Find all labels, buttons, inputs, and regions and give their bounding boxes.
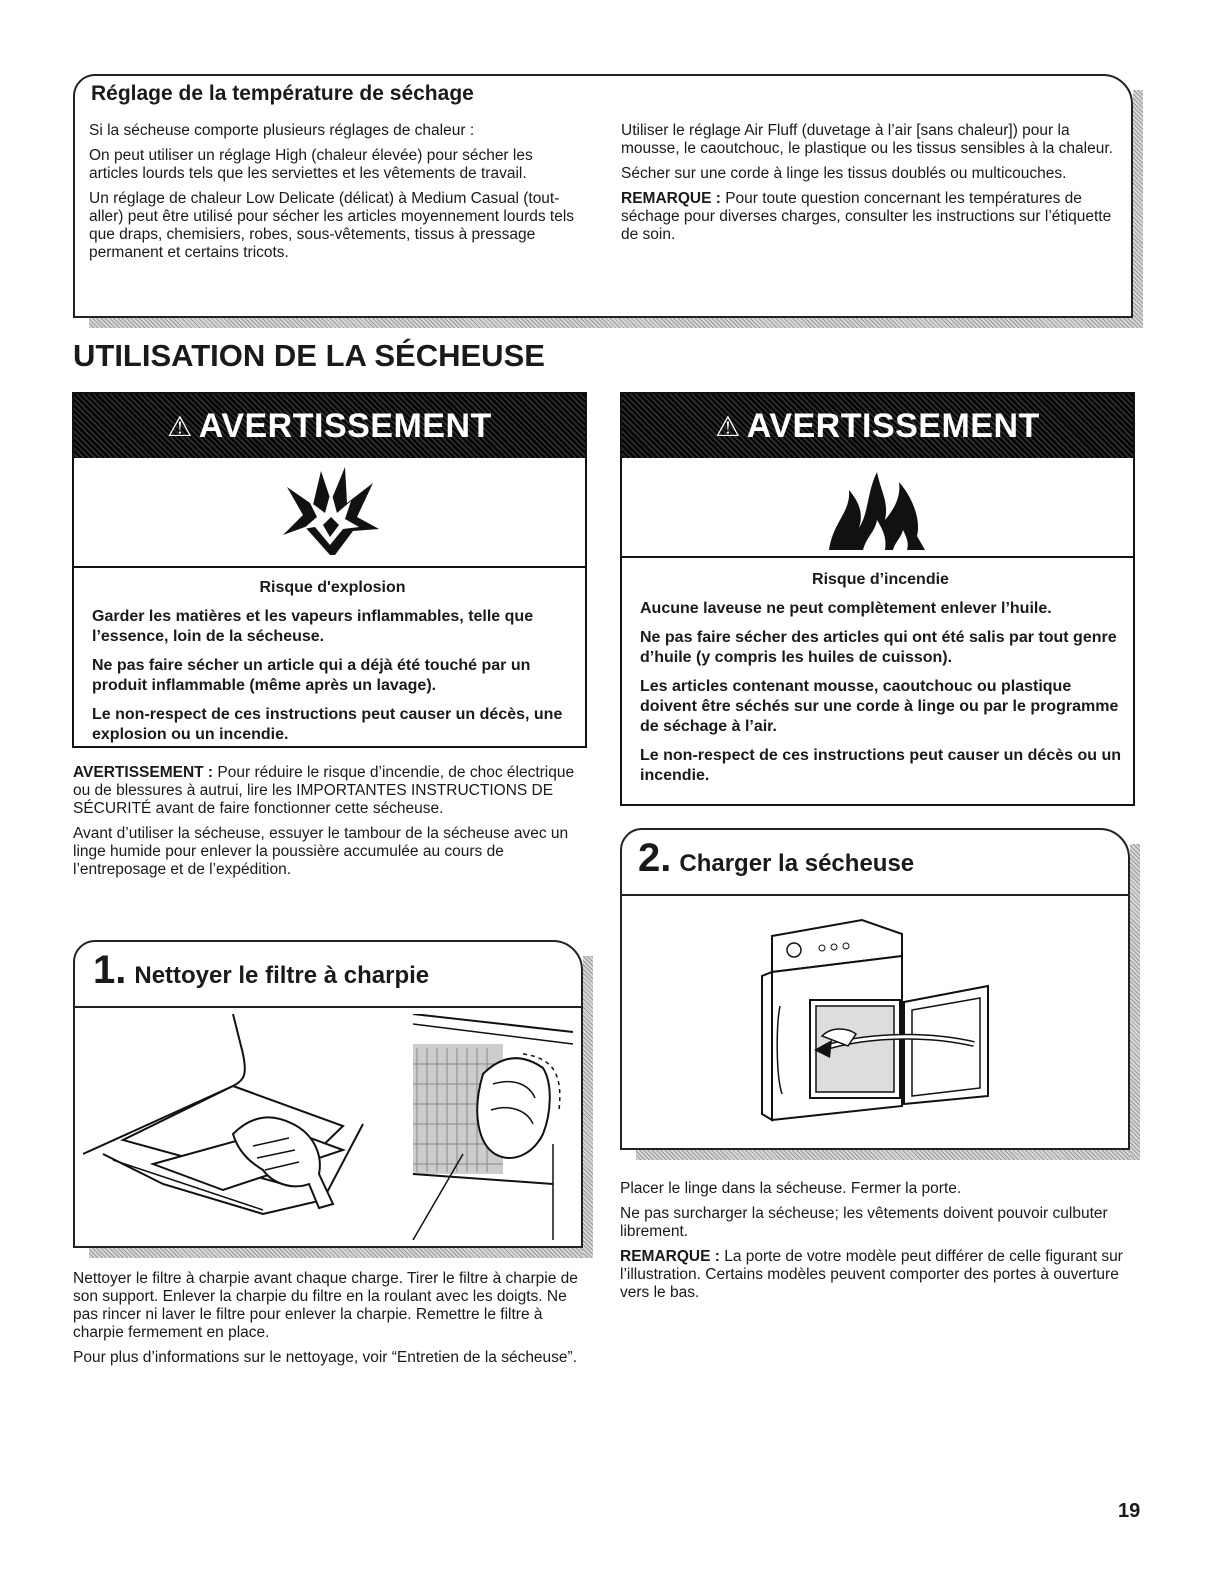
note-label: REMARQUE : [620,1248,720,1265]
step1-para: Pour plus d’informations sur le nettoyage, voir “Entretien de la sécheuse”. [73,1349,578,1366]
step2-note [620,1248,1125,1302]
step1-divider [75,1006,581,1008]
temperature-section [73,74,1133,318]
fire-icon-area [622,458,1133,558]
temperature-right-para: Sécher sur une corde à linge les tissus doublés ou multicouches. [621,165,1067,182]
fire-warning-box [620,392,1135,806]
lint-filter-illustration [83,1014,573,1240]
warning-body [622,558,1133,803]
intro-warning [73,764,583,818]
note-text: La porte de votre modèle peut différer de celle figurant sur l’illustration. Certains modèles peuvent comporter des portes à ouverture vers le bas. [620,1248,1123,1301]
step1-heading [93,948,429,993]
step2-text [620,1180,1125,1309]
warning-header-label: AVERTISSEMENT [198,406,492,445]
temperature-note [621,190,1126,244]
temperature-left-para: Un réglage de chaleur Low Delicate (délicat) à Medium Casual (tout-aller) peut être utilisé pour sécher les articles moyennement lourds tels que draps, chemisiers, robes, sous-vêtements, tissus à pressage permanent et certains tricots. [89,190,575,261]
temperature-left-para: On peut utiliser un réglage High (chaleur élevée) pour sécher les articles lourds tels que les serviettes et les vêtements de travail. [89,147,533,182]
step1-number: 1. [93,948,127,992]
page-number: 19 [1118,1500,1141,1522]
warning-line: Les articles contenant mousse, caoutchouc ou plastique doivent être séchés sur une corde à linge ou par le programme de séchage à l’air. [640,678,1119,735]
note-label: REMARQUE : [621,190,721,207]
warning-title: Risque d’incendie [812,571,949,588]
step1-text [73,1270,583,1374]
temperature-right-para: Utiliser le réglage Air Fluff (duvetage à l’air [sans chaleur]) pour la mousse, le caoutchouc, le plastique ou les tissus sensibles à la chaleur. [621,122,1113,157]
step1-para: Nettoyer le filtre à charpie avant chaque charge. Tirer le filtre à charpie de son support. Enlever la charpie du filtre en la roulant avec les doigts. Ne pas rincer ni laver le filtre pour enlever la charpie. Remettre le filtre à charpie fermement en place. [73,1270,578,1341]
temperature-right-column [621,122,1126,251]
temperature-left-para: Si la sécheuse comporte plusieurs réglages de chaleur : [89,122,475,139]
intro-para: Avant d’utiliser la sécheuse, essuyer le tambour de la sécheuse avec un linge humide pour enlever la poussière accumulée au cours de l’entreposage et de l’expédition. [73,825,569,878]
warning-body [74,568,585,762]
step2-title: Charger la sécheuse [679,850,915,877]
fire-icon [823,462,933,552]
warning-line: Le non-respect de ces instructions peut causer un décès ou un incendie. [640,747,1121,784]
warning-line: Le non-respect de ces instructions peut causer un décès, une explosion ou un incendie. [92,706,563,743]
dryer-loading-illustration [752,916,1002,1126]
step1-title: Nettoyer le filtre à charpie [134,962,430,989]
step2-divider [622,894,1128,896]
warning-line: Ne pas faire sécher des articles qui ont été salis par tout genre d’huile (y compris les huiles de cuisson). [640,629,1117,666]
warning-line: Garder les matières et les vapeurs inflammables, telle que l’essence, loin de la sécheuse. [92,608,534,645]
temperature-left-column [89,122,579,269]
explosion-warning-box [72,392,587,748]
warning-triangle-icon: ⚠ [167,410,193,442]
warning-title: Risque d'explosion [259,579,406,596]
warning-line: Ne pas faire sécher un article qui a déjà été touché par un produit inflammable (même après un lavage). [92,657,531,694]
warning-header [74,394,585,458]
warning-line: Aucune laveuse ne peut complètement enlever l’huile. [640,600,1052,617]
page-title: UTILISATION DE LA SÉCHEUSE [73,338,545,373]
warning-header [622,394,1133,458]
note-text: Pour toute question concernant les températures de séchage pour diverses charges, consulter les instructions sur l’étiquette de soin. [621,190,1112,243]
step2-heading [638,836,914,881]
intro-warning-label: AVERTISSEMENT : [73,764,214,781]
explosion-icon-area [74,458,585,568]
step2-para: Placer le linge dans la sécheuse. Fermer la porte. [620,1180,962,1197]
warning-header-label: AVERTISSEMENT [746,406,1040,445]
step2-para: Ne pas surcharger la sécheuse; les vêtements doivent pouvoir culbuter librement. [620,1205,1108,1240]
temperature-section-title: Réglage de la température de séchage [91,82,474,105]
explosion-icon [275,467,385,557]
step2-box [620,828,1130,1150]
intro-warning-text: Pour réduire le risque d’incendie, de choc électrique ou de blessures à autrui, lire les IMPORTANTES INSTRUCTIONS DE SÉCURITÉ avant de faire fonctionner cette sécheuse. [73,764,575,817]
warning-triangle-icon: ⚠ [715,410,741,442]
step1-box [73,940,583,1248]
intro-text [73,764,583,886]
step2-number: 2. [638,836,672,880]
